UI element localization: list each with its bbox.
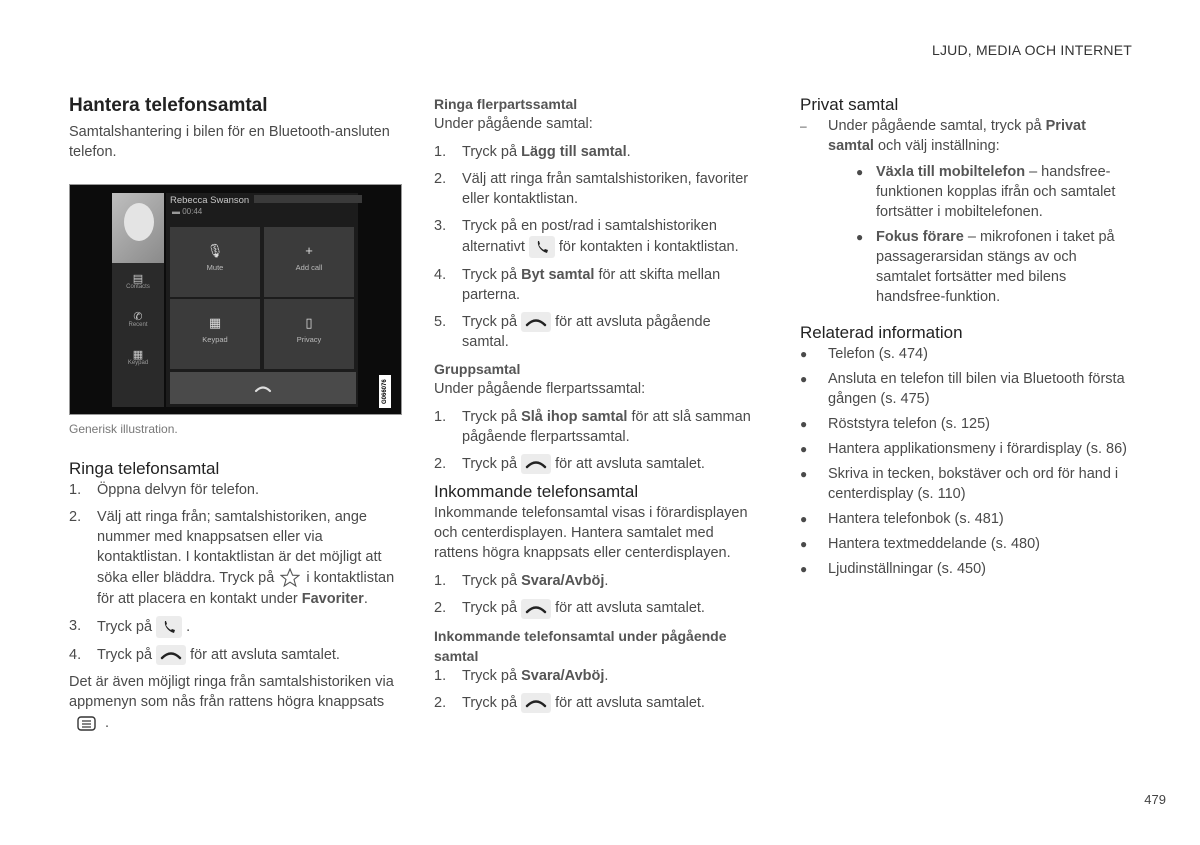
- column-1: [69, 94, 399, 734]
- mobile-icon: ▯: [305, 315, 313, 330]
- list-item: 1. Tryck på Lägg till samtal.: [434, 144, 631, 160]
- related-link[interactable]: ● Telefon (s. 474): [800, 346, 928, 362]
- bullet-icon: ●: [800, 372, 808, 386]
- privat-options: [856, 162, 1135, 307]
- end-call-icon: [156, 645, 186, 665]
- list-item: ● Fokus förare – mikrofonen i taket på passagerarsidan stängs av och samtalet fortsätter med bilens handsfree-funktion.: [856, 229, 1115, 305]
- side-label-contacts: Contacts: [126, 284, 150, 290]
- outro-text: Det är även möjligt ringa från samtalshistoriken via appmenyn som nås från rattens högra knappsats .: [69, 672, 399, 734]
- section-heading-ringa: Ringa telefonsamtal: [69, 459, 220, 478]
- menu-button-icon: [73, 712, 101, 734]
- list-item: 3. Tryck på .: [69, 616, 399, 638]
- tile-mute: 🎙 Mute: [170, 227, 260, 297]
- gruppsamtal-intro: Under pågående flerpartssamtal:: [434, 381, 646, 398]
- keypad-side-icon: ▦: [132, 349, 144, 361]
- list-item: 1. Tryck på Svara/Avböj.: [434, 573, 609, 590]
- inkommande-intro: Inkommande telefonsamtal visas i förardisplayen och centerdisplayen. Hantera samtalet med rattens högra knappsats eller centerdisplayen.: [434, 505, 748, 562]
- list-item: 2. Välj att ringa från; samtalshistoriken, ange nummer med knappsatsen eller via kontaktlistan. I kontaktlistan är det möjligt att söka eller bläddra. Tryck på i kontaktlistan för att placera en kontakt under Favoriter.: [69, 509, 395, 607]
- star-icon: [278, 567, 302, 589]
- steps-gruppsamtal: [434, 407, 759, 474]
- plus-icon: +: [305, 243, 313, 258]
- steps-ringa: [69, 480, 399, 665]
- list-item: – Under pågående samtal, tryck på Privat samtal och välj inställning: ● Växla till mobiltelefon – handsfree-funktionen kopplas ifrån och samtalet fortsätter i mobiltelefonen. ● Fokus förare – mikrofonen i taket på passagerarsidan stängs av och samtalet fortsätter med bilens handsfree-funktion.: [800, 116, 1135, 312]
- end-call-icon: [521, 454, 551, 474]
- page-title: Hantera telefonsamtal: [69, 95, 268, 116]
- column-2: [434, 94, 759, 720]
- steps-inkommande: [434, 571, 759, 618]
- tile-privacy: ▯ Privacy: [264, 299, 354, 369]
- contacts-icon: ▤: [132, 273, 144, 285]
- page-number: 479: [1144, 792, 1166, 807]
- bullet-icon: ●: [800, 562, 808, 576]
- page-header: LJUD, MEDIA OCH INTERNET: [931, 42, 1132, 58]
- related-link[interactable]: ● Hantera applikationsmeny i förardisplay (s. 86): [800, 441, 1127, 457]
- list-item: 4. Tryck på för att avsluta samtalet.: [69, 645, 399, 665]
- bullet-icon: ●: [800, 467, 808, 481]
- subheading-gruppsamtal: Gruppsamtal: [434, 361, 521, 378]
- list-item: 2. Tryck på för att avsluta samtalet.: [434, 598, 759, 618]
- related-link[interactable]: ● Ljudinställningar (s. 450): [800, 561, 986, 577]
- related-link[interactable]: ● Röststyra telefon (s. 125): [800, 416, 990, 432]
- section-heading-related: Relaterad information: [800, 323, 963, 342]
- end-call-icon: [521, 693, 551, 713]
- section-heading-privat: Privat samtal: [800, 95, 899, 114]
- side-label-recent: Recent: [128, 322, 148, 328]
- phone-icon: [529, 236, 555, 258]
- end-call-icon: [521, 312, 551, 332]
- subheading-inkommande-pagaende: Inkommande telefonsamtal under pågående samtal: [434, 627, 727, 664]
- intro-text: Samtalshantering i bilen för en Bluetooth-ansluten telefon.: [69, 124, 390, 160]
- phone-icon: [156, 616, 182, 638]
- bullet-icon: ●: [800, 347, 808, 361]
- list-item: 4. Tryck på Byt samtal för att skifta mellan parterna.: [434, 267, 721, 303]
- phone-screen-illustration: [69, 184, 402, 415]
- end-call-icon: [521, 599, 551, 619]
- list-item: 2. Tryck på för att avsluta samtalet.: [434, 693, 759, 713]
- microphone-icon: 🎙: [206, 243, 224, 258]
- hang-up-icon: [170, 372, 356, 404]
- caller-photo: [112, 193, 164, 263]
- bullet-icon: ●: [856, 165, 864, 179]
- steps-flerparts: [434, 142, 759, 352]
- bullet-icon: ●: [800, 417, 808, 431]
- call-time: ▬ 00:44: [172, 207, 203, 216]
- section-heading-inkommande: Inkommande telefonsamtal: [434, 482, 639, 502]
- related-link[interactable]: ● Hantera textmeddelande (s. 480): [800, 536, 1040, 552]
- illustration-caption: Generisk illustration.: [69, 422, 178, 436]
- list-item: 5. Tryck på för att avsluta pågående samtal.: [434, 314, 711, 351]
- related-link[interactable]: ● Ansluta en telefon till bilen via Bluetooth första gången (s. 475): [800, 371, 1125, 407]
- list-item: 1. Tryck på Slå ihop samtal för att slå samman pågående flerpartssamtal.: [434, 409, 751, 446]
- list-item: 2. Tryck på för att avsluta samtalet.: [434, 454, 759, 474]
- illustration-code: G066076: [379, 375, 391, 408]
- tile-add-call: + Add call: [264, 227, 354, 297]
- column-3: [800, 94, 1135, 584]
- list-item: 1. Tryck på Svara/Avböj.: [434, 667, 609, 684]
- keypad-icon: ▦: [208, 315, 222, 330]
- bullet-icon: ●: [800, 442, 808, 456]
- tile-keypad: ▦ Keypad: [170, 299, 260, 369]
- bullet-icon: ●: [856, 230, 864, 244]
- related-link[interactable]: ● Hantera telefonbok (s. 481): [800, 511, 1004, 527]
- bullet-icon: ●: [800, 537, 808, 551]
- end-call-bar: [170, 372, 356, 404]
- list-item: 2. Välj att ringa från samtalshistoriken, favoriter eller kontaktlistan.: [434, 171, 749, 207]
- list-item: 3. Tryck på en post/rad i samtalshistoriken alternativt för kontakten i kontaktlistan.: [434, 216, 759, 258]
- caller-name: Rebecca Swanson: [170, 195, 250, 206]
- subheading-flerparts: Ringa flerpartssamtal: [434, 96, 578, 112]
- recent-icon: ✆: [133, 311, 143, 323]
- flerparts-intro: Under pågående samtal:: [434, 116, 593, 132]
- related-link[interactable]: ● Skriva in tecken, bokstäver och ord för hand i centerdisplay (s. 110): [800, 466, 1119, 502]
- list-item: ● Växla till mobiltelefon – handsfree-funktionen kopplas ifrån och samtalet fortsätter i mobiltelefonen.: [856, 164, 1116, 220]
- side-label-keypad: Keypad: [127, 360, 149, 366]
- steps-inkommande-pagaende: [434, 666, 759, 713]
- privat-list: [800, 116, 1135, 312]
- bullet-icon: ●: [800, 512, 808, 526]
- related-list: [800, 344, 1135, 579]
- list-item: 1. Öppna delvyn för telefon.: [69, 482, 260, 498]
